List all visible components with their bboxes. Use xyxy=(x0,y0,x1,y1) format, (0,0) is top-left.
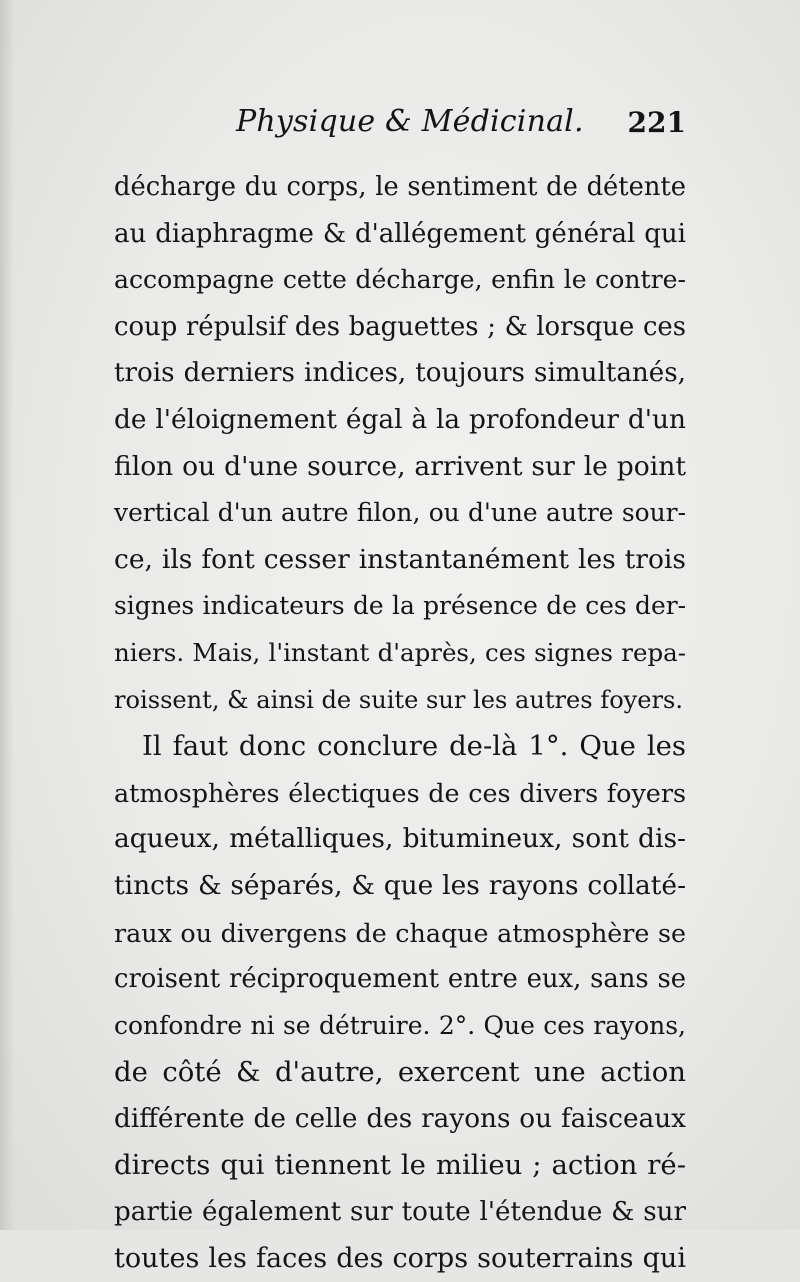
text-line: vertical d'un autre filon, ou d'une autre sour- xyxy=(114,498,686,528)
text-line: niers. Mais, l'instant d'après, ces signes repa- xyxy=(114,637,686,667)
paragraph-start-line: Il faut donc conclure de-là 1°. Que les xyxy=(142,730,686,763)
text-line: aqueux, métalliques, bitumineux, sont dis- xyxy=(114,823,686,855)
text-line: ce, ils font cesser instantanément les trois xyxy=(114,543,686,575)
text-line: signes indicateurs de la présence de ces der- xyxy=(114,591,686,621)
text-line: au diaphragme & d'allégement général qui xyxy=(114,218,686,249)
text-line: confondre ni se détruire. 2°. Que ces rayons, xyxy=(114,1010,686,1040)
text-line: différente de celle des rayons ou faisceaux xyxy=(114,1103,686,1134)
text-line: accompagne cette décharge, enfin le contre- xyxy=(114,265,686,295)
text-line: directs qui tiennent le milieu ; action ré- xyxy=(114,1149,686,1182)
text-line: tincts & séparés, & que les rayons collaté- xyxy=(114,869,686,901)
text-line: partie également sur toute l'étendue & sur xyxy=(114,1197,686,1228)
text-line: décharge du corps, le sentiment de détente xyxy=(114,172,686,202)
running-head xyxy=(232,104,692,154)
text-line: croisent réciproquement entre eux, sans se xyxy=(114,964,686,995)
text-line: atmosphères électiques de ces divers foyers xyxy=(114,777,686,808)
text-line: coup répulsif des baguettes ; & lorsque ces xyxy=(114,311,686,342)
page-number: 221 xyxy=(627,106,686,139)
body-text xyxy=(114,164,686,1282)
text-line: filon ou d'une source, arrivent sur le point xyxy=(114,450,686,482)
running-title: Physique & Médicinal. xyxy=(236,104,584,139)
text-line: roissent, & ainsi de suite sur les autres foyers. xyxy=(114,685,684,714)
text-line: trois derniers indices, toujours simultanés, xyxy=(114,358,686,389)
text-line: de côté & d'autre, exercent une action xyxy=(114,1056,686,1089)
text-line: de l'éloignement égal à la profondeur d'un xyxy=(114,404,686,435)
page-gutter-shadow xyxy=(0,0,14,1230)
text-line: toutes les faces des corps souterrains qui xyxy=(114,1242,686,1274)
text-line: raux ou divergens de chaque atmosphère se xyxy=(114,917,686,948)
